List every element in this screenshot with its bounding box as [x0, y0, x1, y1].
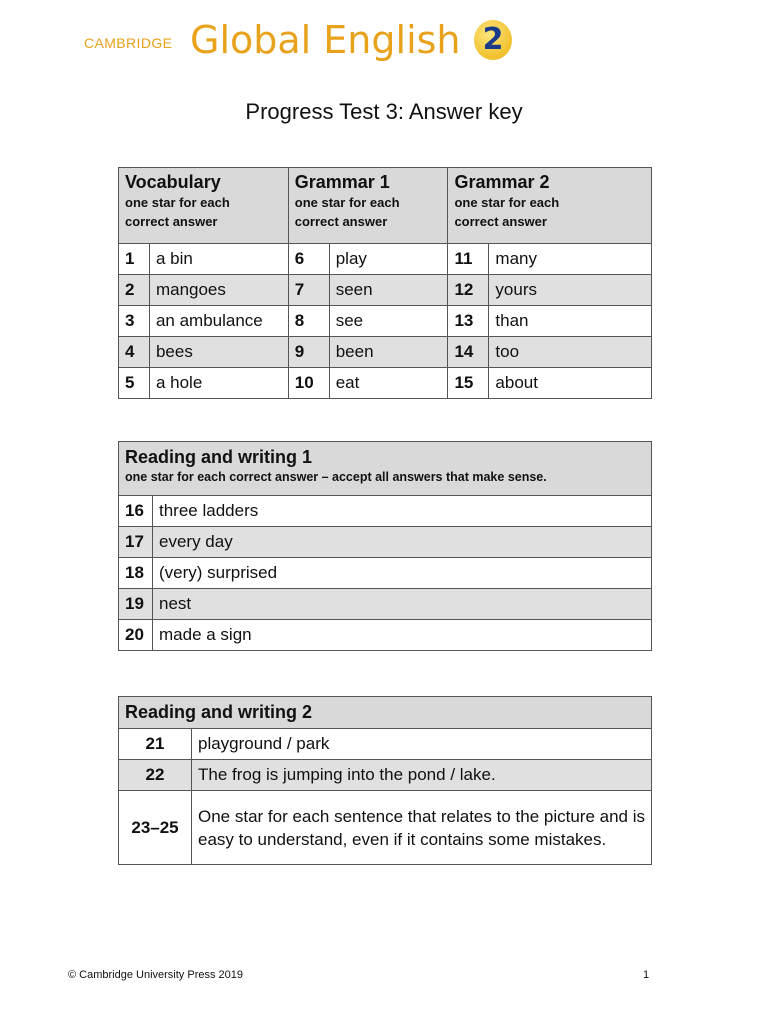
answer-cell: playground / park — [192, 729, 652, 760]
answer-cell: three ladders — [153, 496, 652, 527]
item-number: 13 — [448, 306, 489, 337]
answer-cell: mangoes — [149, 275, 288, 306]
answer-cell: a hole — [149, 368, 288, 399]
section-header: Reading and writing 1 one star for each correct answer – accept all answers that make sense. — [119, 442, 652, 496]
answer-cell: an ambulance — [149, 306, 288, 337]
page-number: 1 — [643, 969, 650, 981]
item-number: 19 — [119, 589, 153, 620]
item-number: 18 — [119, 558, 153, 589]
table-header — [119, 697, 652, 729]
item-number: 14 — [448, 337, 489, 368]
answer-cell: One star for each sentence that relates to the picture and is easy to understand, even if it contains some mistakes. — [192, 791, 652, 865]
answer-cell: many — [489, 244, 652, 275]
answer-cell: every day — [153, 527, 652, 558]
item-number: 20 — [119, 620, 153, 651]
table-row — [119, 760, 652, 791]
table-header — [119, 442, 652, 496]
answer-cell: been — [329, 337, 448, 368]
answer-cell: nest — [153, 589, 652, 620]
answer-cell: about — [489, 368, 652, 399]
item-number: 8 — [288, 306, 329, 337]
table-row — [119, 275, 652, 306]
copyright: © Cambridge University Press 2019 — [68, 969, 244, 981]
answer-cell: eat — [329, 368, 448, 399]
table-row — [119, 620, 652, 651]
item-number: 15 — [448, 368, 489, 399]
item-number: 6 — [288, 244, 329, 275]
table-row — [119, 244, 652, 275]
answer-cell: a bin — [149, 244, 288, 275]
answer-cell: The frog is jumping into the pond / lake. — [192, 760, 652, 791]
item-number: 11 — [448, 244, 489, 275]
item-number: 3 — [119, 306, 150, 337]
table-row — [119, 496, 652, 527]
item-number: 1 — [119, 244, 150, 275]
item-number: 22 — [119, 760, 192, 791]
table-row — [119, 306, 652, 337]
column-header-vocabulary: Vocabulary one star for each correct answer — [119, 168, 289, 244]
brand-large: Global English — [190, 18, 461, 62]
item-number: 5 — [119, 368, 150, 399]
answer-cell: (very) surprised — [153, 558, 652, 589]
item-number: 12 — [448, 275, 489, 306]
table-row — [119, 368, 652, 399]
column-header-grammar-1: Grammar 1 one star for each correct answer — [288, 168, 448, 244]
answer-cell: yours — [489, 275, 652, 306]
answer-cell: bees — [149, 337, 288, 368]
item-number: 21 — [119, 729, 192, 760]
column-header-grammar-2: Grammar 2 one star for each correct answer — [448, 168, 652, 244]
table-row — [119, 589, 652, 620]
level-badge: 2 — [474, 20, 512, 60]
item-number: 16 — [119, 496, 153, 527]
table-row — [119, 527, 652, 558]
item-number: 17 — [119, 527, 153, 558]
table-row — [119, 558, 652, 589]
answer-cell: seen — [329, 275, 448, 306]
item-number: 4 — [119, 337, 150, 368]
item-number: 10 — [288, 368, 329, 399]
table-row — [119, 337, 652, 368]
item-number: 2 — [119, 275, 150, 306]
brand-small: CAMBRIDGE — [84, 35, 173, 51]
table-row — [119, 791, 652, 865]
page-title: Progress Test 3: Answer key — [245, 99, 523, 124]
table-row — [119, 729, 652, 760]
answer-cell: than — [489, 306, 652, 337]
table-header — [119, 168, 652, 244]
item-number: 9 — [288, 337, 329, 368]
answer-cell: play — [329, 244, 448, 275]
answer-cell: too — [489, 337, 652, 368]
answer-cell: made a sign — [153, 620, 652, 651]
reading-writing-2-table — [118, 696, 652, 865]
answer-cell: see — [329, 306, 448, 337]
reading-writing-1-table — [118, 441, 652, 651]
section-header: Reading and writing 2 — [119, 697, 652, 729]
vocab-grammar-table — [118, 167, 652, 399]
item-number: 23–25 — [119, 791, 192, 865]
item-number: 7 — [288, 275, 329, 306]
